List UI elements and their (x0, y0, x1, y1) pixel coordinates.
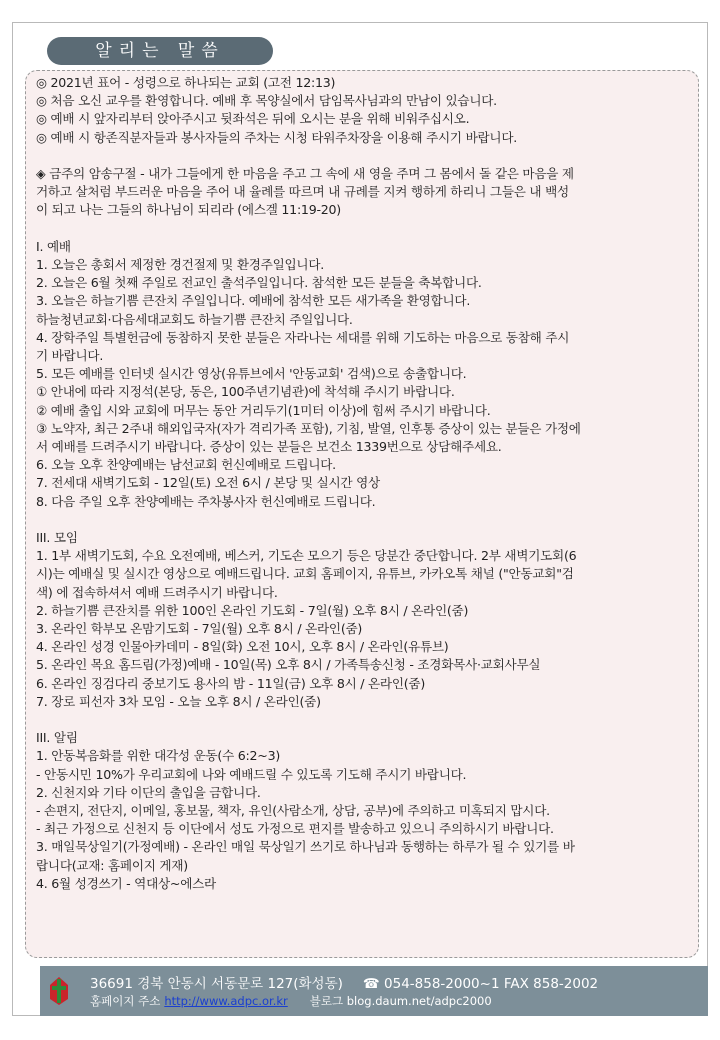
page-title: 알리는 말씀 (47, 37, 273, 65)
notice-line: ② 예배 출입 시와 교회에 머무는 동안 거리두기(1미터 이상)에 힘써 주시기 바랍니다. (36, 402, 491, 418)
notice-line: ◎ 예배 시 항존직분자들과 봉사자들의 주차는 시청 타워주차장을 이용해 주시기 바랍니다. (36, 129, 517, 145)
notice-line: I. 예배 (36, 238, 71, 254)
notice-line: ③ 노약자, 최근 2주내 해외입국자(자가 격리가족 포함), 기침, 발열, 인후통 증상이 있는 분들은 가정에 (36, 420, 581, 436)
notice-line: 3. 온라인 학부모 온맘기도회 - 7일(월) 오후 8시 / 온라인(줌) (36, 621, 363, 637)
notice-line: ◎ 예배 시 앞자리부터 앉아주시고 뒷좌석은 뒤에 오시는 분을 위해 비워주십시오. (36, 111, 470, 127)
notice-line: 8. 다음 주일 오후 찬양예배는 주차봉사자 헌신예배로 드립니다. (36, 493, 376, 509)
notice-line: 시)는 예배실 및 실시간 영상으로 예배드립니다. 교회 홈페이지, 유튜브, 카카오톡 채널 ("안동교회"검 (36, 566, 574, 582)
notice-line: 2. 하늘기쁨 큰잔치를 위한 100인 온라인 기도회 - 7일(월) 오후 8시 / 온라인(줌) (36, 602, 469, 618)
notice-line: - 손편지, 전단지, 이메일, 홍보물, 책자, 유인(사람소개, 상담, 공부)에 주의하고 미혹되지 맙시다. (36, 803, 550, 819)
notice-line: ① 안내에 따라 지정석(본당, 동은, 100주년기념관)에 착석해 주시기 바랍니다. (36, 384, 455, 400)
notice-line: ◎ 처음 오신 교우를 환영합니다. 예배 후 목양실에서 담임목사님과의 만남이 있습니다. (36, 93, 497, 109)
homepage-link[interactable]: http://www.adpc.or.kr (164, 994, 288, 1008)
blank-line (36, 511, 689, 529)
footer-contact (90, 972, 598, 992)
notice-line: 7. 전세대 새벽기도회 - 12일(토) 오전 6시 / 본당 및 실시간 영상 (36, 475, 380, 491)
notice-line: - 안동시민 10%가 우리교회에 나와 예배드릴 수 있도록 기도해 주시기 바랍니다. (36, 766, 467, 782)
notice-line: 거하고 살처럼 부드러운 마음을 주어 내 율례를 따르며 내 규례를 지켜 행하게 하리니 그들은 내 백성 (36, 184, 569, 200)
notice-line: 4. 온라인 성경 인물아카데미 - 8일(화) 오전 10시, 오후 8시 / 온라인(유튜브) (36, 639, 449, 655)
footer-homepage-label: 홈페이지 주소 (90, 994, 161, 1008)
notice-line: 5. 온라인 목요 홈드림(가정)예배 - 10일(목) 오후 8시 / 가족특송신청 - 조경화목사·교회사무실 (36, 657, 541, 673)
notice-line: 랍니다(교재: 홈페이지 게재) (36, 857, 188, 873)
footer-blog: 블로그 blog.daum.net/adpc2000 (309, 994, 492, 1008)
blank-line (36, 711, 689, 729)
notice-box (25, 70, 699, 958)
notice-line: 4. 6월 성경쓰기 - 역대상~에스라 (36, 875, 216, 891)
notice-line: 서 예배를 드려주시기 바랍니다. 증상이 있는 분들은 보건소 1339번으로 상담해주세요. (36, 439, 502, 455)
notice-line: 하늘청년교회·다음세대교회도 하늘기쁨 큰잔치 주일입니다. (36, 311, 353, 327)
notice-line: 2. 신천지와 기타 이단의 출입을 금합니다. (36, 784, 261, 800)
notice-line: 이 되고 나는 그들의 하나님이 되리라 (에스겔 11:19-20) (36, 202, 341, 218)
notice-line: 기 바랍니다. (36, 348, 104, 364)
notice-line: 3. 오늘은 하늘기쁨 큰잔치 주일입니다. 예배에 참석한 모든 새가족을 환영합니다. (36, 293, 471, 309)
notice-line: ◎ 2021년 표어 - 성령으로 하나되는 교회 (고전 12:13) (36, 75, 336, 90)
notice-line: 1. 안동복음화를 위한 대각성 운동(수 6:2~3) (36, 748, 281, 764)
notice-line: 1. 1부 새벽기도회, 수요 오전예배, 베스커, 기도손 모으기 등은 당분간 중단합니다. 2부 새벽기도회(6 (36, 548, 577, 564)
notice-line: - 최근 가정으로 신천지 등 이단에서 성도 가정으로 편지를 발송하고 있으니 주의하시기 바랍니다. (36, 821, 554, 837)
footer-address: 36691 경북 안동시 서동문로 127(화성동) (90, 976, 343, 992)
notice-line: III. 알림 (36, 730, 78, 746)
blank-line (36, 220, 689, 238)
notice-line: 5. 모든 예배를 인터넷 실시간 영상(유튜브에서 '안동교회' 검색)으로 송출합니다. (36, 366, 467, 382)
notice-line: 3. 매일묵상일기(가정예배) - 온라인 매일 묵상일기 쓰기로 하나님과 동행하는 하루가 될 수 있기를 바 (36, 839, 575, 855)
notice-line: ◈ 금주의 암송구절 - 내가 그들에게 한 마음을 주고 그 속에 새 영을 주며 그 몸에서 돌 같은 마음을 제 (36, 166, 574, 181)
notice-line: 2. 오늘은 6월 첫째 주일로 전교인 출석주일입니다. 참석한 모든 분들을 축복합니다. (36, 275, 482, 291)
notice-line: 7. 장로 피선자 3차 모임 - 오늘 오후 8시 / 온라인(줌) (36, 693, 321, 709)
blank-line (36, 147, 689, 165)
notice-line: 4. 장학주일 특별헌금에 동참하지 못한 분들은 자라나는 세대를 위해 기도하는 마음으로 동참해 주시 (36, 329, 570, 345)
church-cross-logo-icon (48, 975, 70, 1007)
notice-line: 색) 에 접속하셔서 예배 드려주시기 바랍니다. (36, 584, 278, 600)
footer-phone: ☎ 054-858-2000~1 FAX 858-2002 (362, 976, 599, 992)
notice-line: 6. 오늘 오후 찬양예배는 남선교회 헌신예배로 드립니다. (36, 457, 336, 473)
footer-web (90, 993, 492, 1009)
notice-line: 6. 온라인 징검다리 중보기도 용사의 밤 - 11일(금) 오후 8시 / 온라인(줌) (36, 675, 426, 691)
notice-line: III. 모임 (36, 530, 78, 546)
notice-line: 1. 오늘은 총회서 제정한 경건절제 및 환경주일입니다. (36, 257, 325, 272)
